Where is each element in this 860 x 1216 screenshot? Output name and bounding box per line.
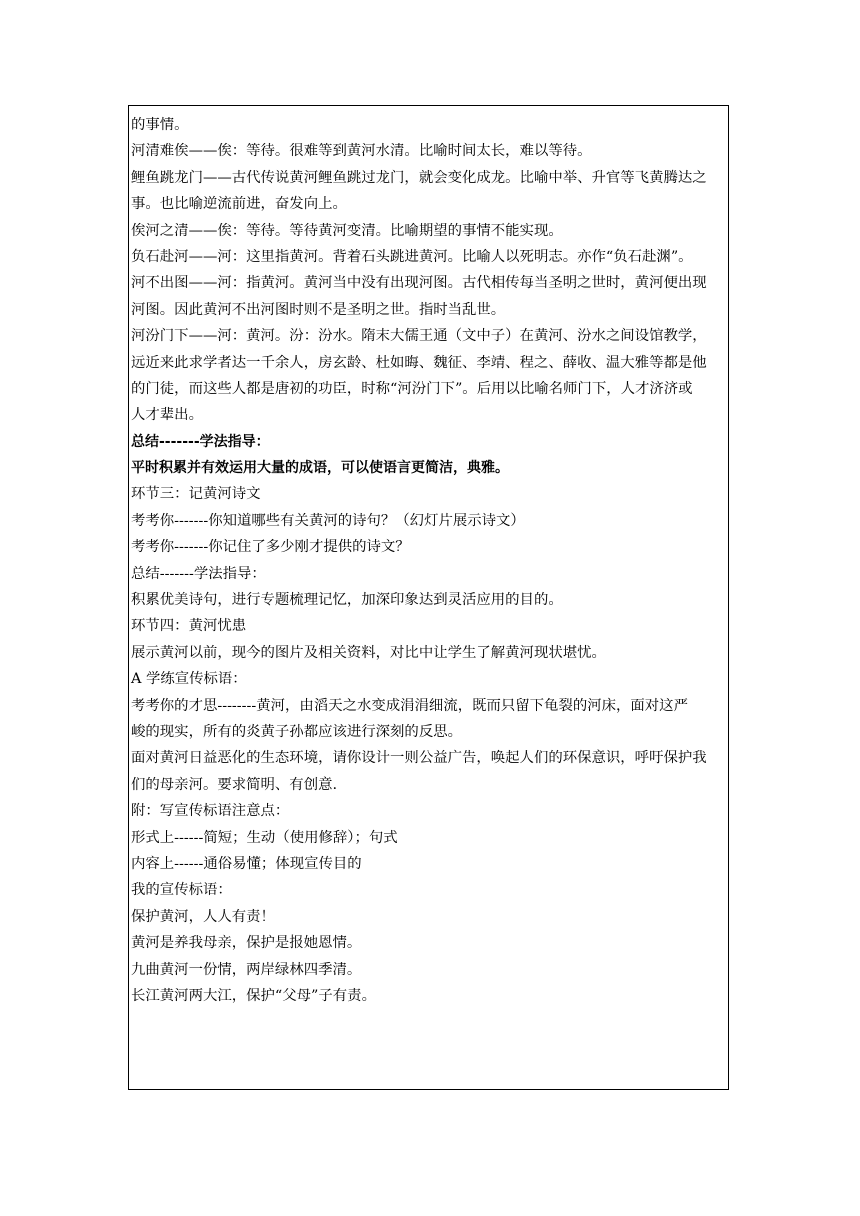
text-line: 黄河是养我母亲，保护是报她恩情。 <box>131 935 362 952</box>
text-line: 事。也比喻逆流前进，奋发向上。 <box>131 196 347 213</box>
text-line: 河图。因此黄河不出河图时则不是圣明之世。指时当乱世。 <box>131 301 506 318</box>
text-line: 鲤鱼跳龙门——古代传说黄河鲤鱼跳过龙门，就会变化成龙。比喻中举、升官等飞黄腾达之 <box>131 169 707 186</box>
text-line: 展示黄河以前，现今的图片及相关资料，对比中让学生了解黄河现状堪忧。 <box>131 644 606 661</box>
text-line: 们的母亲河。要求简明、有创意. <box>131 776 338 793</box>
text-line: 考考你-------你记住了多少刚才提供的诗文？ <box>131 539 410 556</box>
text-line: 内容上------通俗易懂；体现宣传目的 <box>131 855 362 872</box>
text-line: 的门徒，而这些人都是唐初的功臣，时称“河汾门下”。后用以比喻名师门下，人才济济或 <box>131 380 693 397</box>
text-line: 河汾门下——河：黄河。汾：汾水。隋末大儒王通（文中子）在黄河、汾水之间设馆教学， <box>131 328 707 345</box>
text-line: 积累优美诗句，进行专题梳理记忆，加深印象达到灵活应用的目的。 <box>131 592 563 609</box>
text-line: 我的宣传标语： <box>131 882 232 899</box>
text-line: 考考你-------你知道哪些有关黄河的诗句？（幻灯片展示诗文） <box>131 512 525 529</box>
text-line: 长江黄河两大江，保护“父母”子有责。 <box>131 987 376 1004</box>
text-line: 环节三：记黄河诗文 <box>131 486 261 503</box>
document-body <box>131 112 727 1009</box>
bold-text-line: 平时积累并有效运用大量的成语，可以使语言更简洁，典雅。 <box>131 460 509 477</box>
text-line: 环节四：黄河忧患 <box>131 618 247 635</box>
text-line: 的事情。 <box>131 117 189 133</box>
text-line: 人才辈出。 <box>131 407 203 424</box>
text-line: 峻的现实，所有的炎黄子孙都应该进行深刻的反思。 <box>131 723 462 740</box>
text-line: 九曲黄河一份情，两岸绿林四季清。 <box>131 961 362 978</box>
text-line: A 学练宣传标语： <box>131 671 247 688</box>
text-line: 面对黄河日益恶化的生态环境，请你设计一则公益广告，唤起人们的环保意识，呼吁保护我 <box>131 750 707 767</box>
bold-text-line: 总结-------学法指导： <box>131 433 270 450</box>
text-line: 考考你的才思--------黄河，由滔天之水变成涓涓细流，既而只留下龟裂的河床，面对这严 <box>131 697 688 714</box>
text-line: 附：写宣传标语注意点： <box>131 803 290 820</box>
text-line: 形式上------简短；生动（使用修辞）；句式 <box>131 829 398 846</box>
text-line: 河清难俟——俟：等待。很难等到黄河水清。比喻时间太长，难以等待。 <box>131 143 592 160</box>
text-line: 俟河之清——俟：等待。等待黄河变清。比喻期望的事情不能实现。 <box>131 222 563 239</box>
text-line: 远近来此求学者达一千余人，房玄龄、杜如晦、魏征、李靖、程之、薛收、温大雅等都是他 <box>131 354 707 371</box>
text-line: 保护黄河，人人有责！ <box>131 908 275 925</box>
text-line: 河不出图——河：指黄河。黄河当中没有出现河图。古代相传每当圣明之世时，黄河便出现 <box>131 275 707 292</box>
text-line: 负石赴河——河：这里指黄河。背着石头跳进黄河。比喻人以死明志。亦作“负石赴渊”。 <box>131 248 693 265</box>
text-line: 总结-------学法指导： <box>131 565 266 582</box>
